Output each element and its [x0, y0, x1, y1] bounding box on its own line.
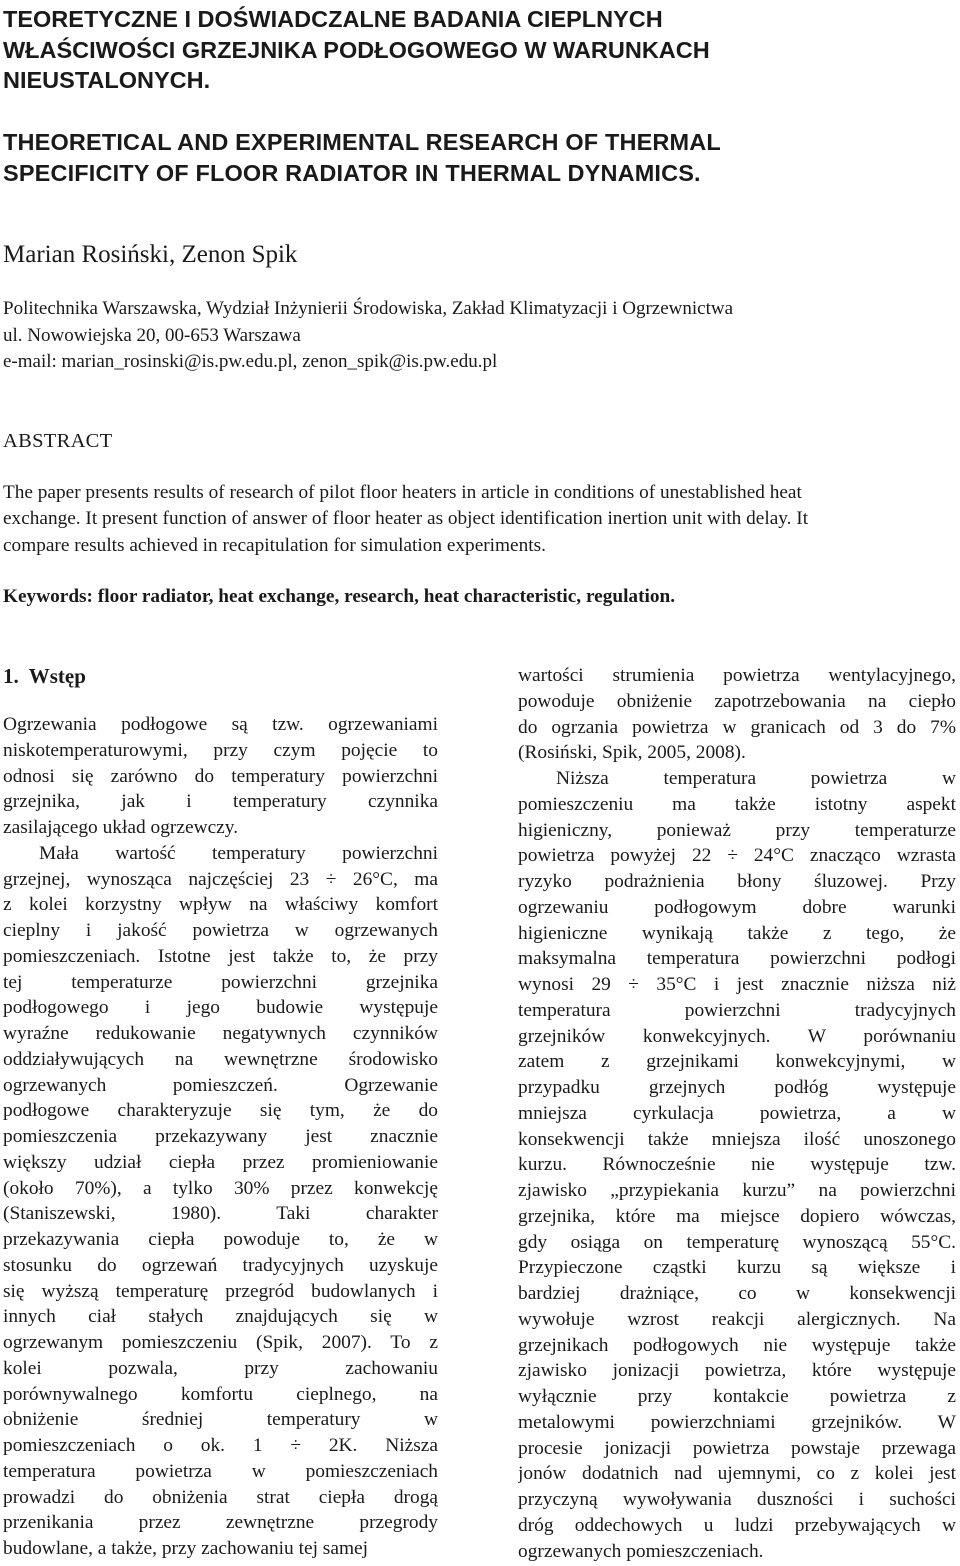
text-line: tej temperaturze powierzchni grzejnika: [3, 971, 438, 993]
text-line: pomieszczeniach. Istotne jest także to, że przy: [3, 945, 438, 967]
abstract-line: compare results achieved in recapitulation for simulation experiments.: [3, 534, 546, 556]
text-line: higieniczne wynikają także z tego, że: [518, 922, 956, 944]
abstract-heading: ABSTRACT: [3, 430, 113, 452]
affiliation: [3, 296, 953, 376]
title-polish-line: WŁAŚCIWOŚCI GRZEJNIKA PODŁOGOWEGO W WARUNKACH: [3, 36, 710, 63]
text-line: grzejnika, które ma miejsce dopiero wówczas,: [518, 1205, 956, 1227]
section-title: Wstęp: [28, 664, 86, 688]
text-line: pomieszczeniu ma także istotny aspekt: [518, 793, 956, 815]
text-line: temperatura powierzchni tradycyjnych: [518, 999, 956, 1021]
text-line: obniżenie średniej temperatury w: [3, 1409, 438, 1431]
abstract-line: The paper presents results of research of pilot floor heaters in article in conditions of unestablished heat: [3, 482, 802, 503]
text-line: (około 70%), a tylko 30% przez konwekcję: [3, 1177, 438, 1199]
title-english-line: SPECIFICITY OF FLOOR RADIATOR IN THERMAL DYNAMICS.: [3, 159, 701, 186]
text-line: do ogrzania powietrza w granicach od 3 do 7%: [518, 716, 956, 738]
text-line: przekazywania ciepła powoduje to, że w: [3, 1229, 438, 1250]
right-column: [518, 663, 956, 1564]
text-line: z kolei korzystny wpływ na właściwy komfort: [3, 894, 438, 916]
affiliation-line: ul. Nowowiejska 20, 00-653 Warszawa: [3, 324, 301, 346]
text-line: podłogowe charakteryzuje się tym, że do: [3, 1100, 438, 1122]
keywords: Keywords: floor radiator, heat exchange, research, heat characteristic, regulation.: [3, 586, 676, 607]
text-line: (Rosiński, Spik, 2005, 2008).: [518, 742, 746, 764]
text-line: wynosi 29 ÷ 35°C i jest znacznie niższa niż: [518, 974, 956, 995]
text-line: porównywalnego komfortu cieplnego, na: [3, 1383, 438, 1405]
text-line: jonów dodatnich nad ujemnymi, co z kolei jest: [518, 1463, 956, 1485]
text-line: mniejsza cyrkulacja powietrza, a w: [518, 1102, 956, 1124]
text-line: odnosi się zarówno do temperatury powierzchni: [3, 765, 438, 787]
text-line: ryzyko podrażnienia błony śluzowej. Przy: [518, 871, 956, 892]
section-heading: [3, 663, 438, 689]
title-polish-line: TEORETYCZNE I DOŚWIADCZALNE BADANIA CIEPLNYCH: [3, 6, 663, 32]
left-column-body: [3, 712, 438, 1562]
title-english-line: THEORETICAL AND EXPERIMENTAL RESEARCH OF THERMAL: [3, 129, 721, 155]
right-column-body: [518, 663, 956, 1564]
text-line: zatem z grzejnikami konwekcyjnymi, w: [518, 1051, 956, 1073]
text-line: gdy osiąga on temperaturę wynoszącą 55°C.: [518, 1231, 956, 1253]
text-line: budowlane, a także, przy zachowaniu tej samej: [3, 1538, 369, 1559]
text-line: pomieszczenia przekazywany jest znacznie: [3, 1126, 438, 1147]
text-line: przyczyną wywoływania duszności i suchości: [518, 1489, 956, 1510]
text-line: grzejnej, wynosząca najczęściej 23 ÷ 26°C, ma: [3, 868, 438, 890]
text-line: konsekwencji także mniejsza ilość unoszonego: [518, 1128, 956, 1150]
text-line: grzejnika, jak i temperatury czynnika: [3, 791, 438, 813]
abstract-line: exchange. It present function of answer of floor heater as object identification inertion unit with delay. It: [3, 508, 809, 530]
text-line: zjawisko „przypiekania kurzu” na powierzchni: [518, 1180, 956, 1201]
text-line: wyłącznie przy kontakcie powietrza z: [518, 1386, 956, 1407]
text-line: pomieszczeniach o ok. 1 ÷ 2K. Niższa: [3, 1435, 438, 1456]
text-line: się wyższą temperaturę przegród budowlanych i: [3, 1280, 438, 1302]
text-line: dróg oddechowych u ludzi przebywających w: [518, 1514, 956, 1536]
text-line: cieplny i jakość powietrza w ogrzewanych: [3, 920, 438, 941]
text-line: metalowymi powierzchniami grzejników. W: [518, 1411, 956, 1433]
text-line: przypadku grzejnych podłóg występuje: [518, 1077, 956, 1098]
title-english: [3, 127, 903, 188]
left-column: [3, 663, 438, 1562]
text-line: wyraźne redukowanie negatywnych czynników: [3, 1023, 438, 1044]
text-line: powietrza powyżej 22 ÷ 24°C znacząco wzrasta: [518, 845, 956, 867]
text-line: maksymalna temperatura powierzchni podłogi: [518, 948, 956, 970]
text-line: grzejnikach podłogowych nie występuje także: [518, 1334, 956, 1356]
text-line: wartości strumienia powietrza wentylacyjnego,: [518, 665, 956, 686]
text-line: Przypieczone cząstki kurzu są większe i: [518, 1257, 956, 1279]
text-line: kolei pozwala, przy zachowaniu: [3, 1357, 438, 1379]
text-line: podłogowego i jego budowie występuje: [3, 997, 438, 1019]
text-line: temperatura powietrza w pomieszczeniach: [3, 1460, 438, 1482]
text-line: ogrzewaniu podłogowym dobre warunki: [518, 896, 956, 918]
text-line: ogrzewanych pomieszczeń. Ogrzewanie: [3, 1074, 438, 1096]
text-line: Ogrzewania podłogowe są tzw. ogrzewaniami: [3, 714, 438, 735]
text-line: grzejników konwekcyjnych. W porównaniu: [518, 1025, 956, 1047]
text-line: kurzu. Równocześnie nie występuje tzw.: [518, 1154, 956, 1176]
text-line: procesie jonizacji powietrza powstaje przewaga: [518, 1437, 956, 1459]
text-line: większy udział ciepła przez promieniowanie: [3, 1151, 438, 1173]
title-polish: [3, 4, 903, 96]
section-number: 1.: [3, 664, 19, 688]
text-line: ogrzewanym pomieszczeniu (Spik, 2007). To z: [3, 1332, 438, 1353]
text-line: innych ciał stałych znajdujących się w: [3, 1306, 438, 1328]
text-line: Mała wartość temperatury powierzchni: [39, 842, 438, 864]
title-polish-line: NIEUSTALONYCH.: [3, 67, 211, 93]
authors: Marian Rosiński, Zenon Spik: [3, 241, 298, 268]
text-line: prowadzi do obniżenia strat ciepła drogą: [3, 1486, 438, 1508]
text-line: przenikania przez zewnętrzne przegrody: [3, 1512, 438, 1534]
text-line: powoduje obniżenie zapotrzebowania na ciepło: [518, 690, 956, 712]
text-line: zasilającego układ ogrzewczy.: [3, 817, 239, 838]
text-line: (Staniszewski, 1980). Taki charakter: [3, 1203, 438, 1225]
text-line: oddziaływujących na wewnętrzne środowisko: [3, 1048, 438, 1070]
text-line: bardziej drażniące, co w konsekwencji: [518, 1283, 956, 1304]
text-line: Niższa temperatura powietrza w: [556, 768, 956, 789]
text-line: higieniczny, ponieważ przy temperaturze: [518, 819, 956, 841]
text-line: ogrzewanych pomieszczeniach.: [518, 1540, 764, 1562]
text-line: zjawisko jonizacji powietrza, które występuje: [518, 1360, 956, 1382]
abstract-text: [3, 480, 958, 559]
text-line: wywołuje wzrost reakcji alergicznych. Na: [518, 1308, 956, 1330]
text-line: stosunku do ogrzewań tradycyjnych uzyskuje: [3, 1254, 438, 1276]
affiliation-line: Politechnika Warszawska, Wydział Inżynierii Środowiska, Zakład Klimatyzacji i Ogrzewnictwa: [3, 298, 734, 319]
text-line: niskotemperaturowymi, przy czym pojęcie to: [3, 739, 438, 761]
affiliation-email: e-mail: marian_rosinski@is.pw.edu.pl, zenon_spik@is.pw.edu.pl: [3, 351, 498, 372]
